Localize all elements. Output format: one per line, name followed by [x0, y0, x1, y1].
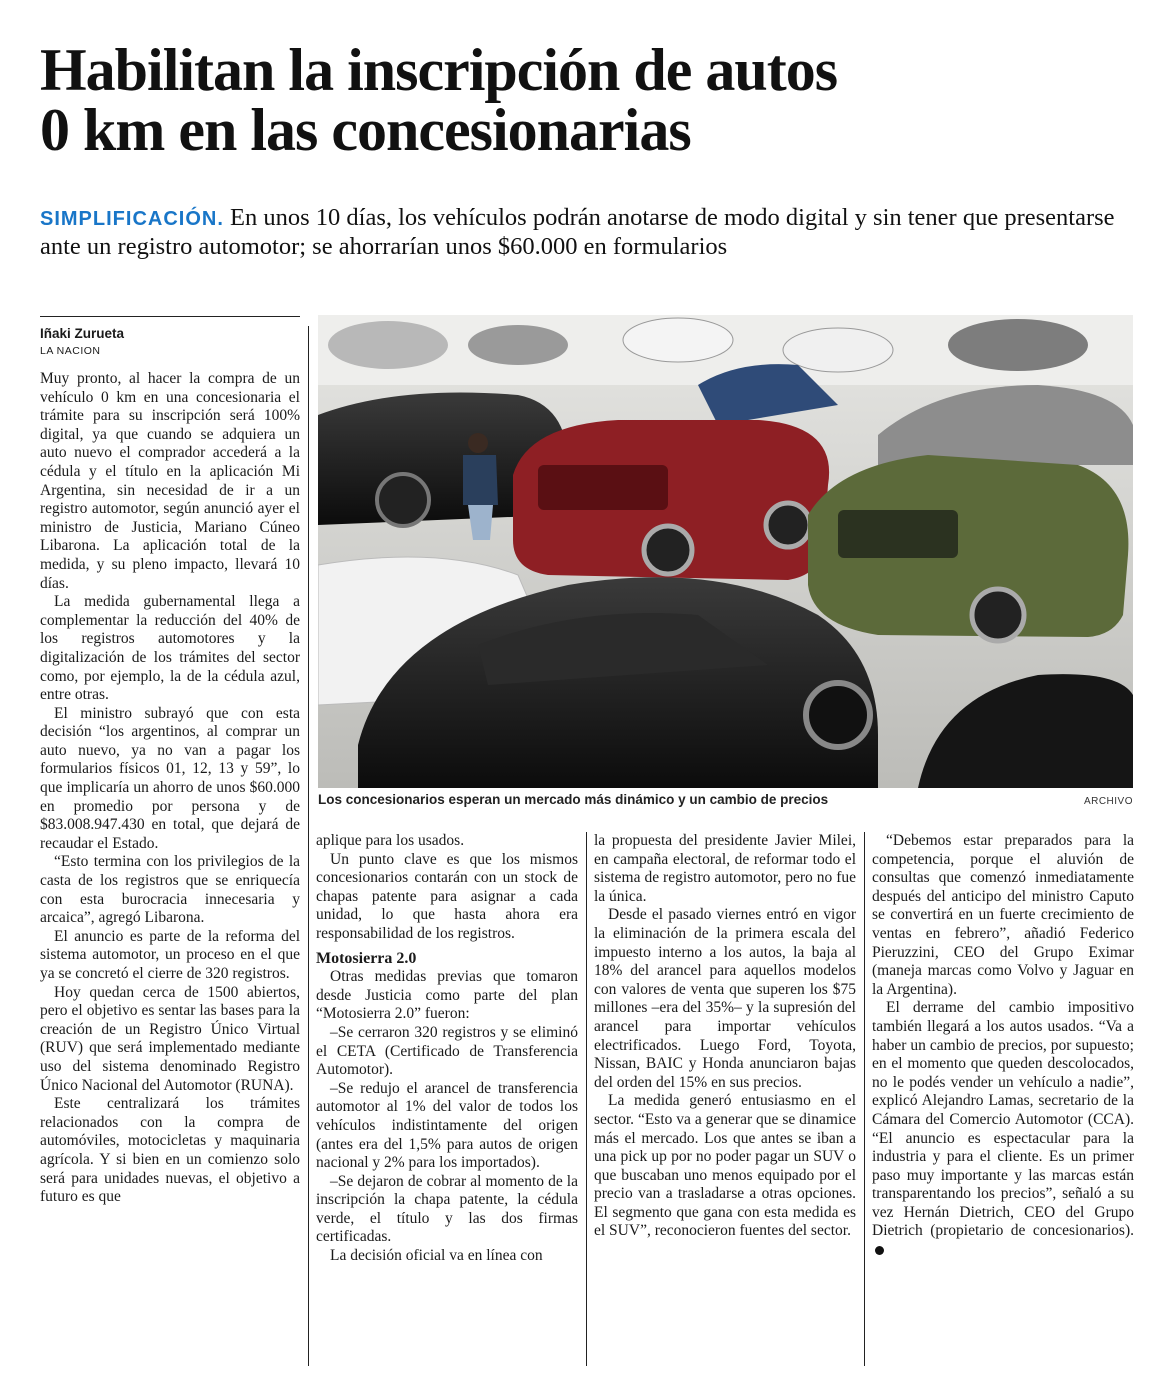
- article-paragraph: Un punto clave es que los mismos concesionarios contarán con un stock de chapas patente para asignar a cada unidad, lo que hasta ahora era responsabilidad de los registros.: [316, 850, 578, 942]
- showroom-illustration: [318, 315, 1133, 788]
- section-subhead: Motosierra 2.0: [316, 949, 417, 967]
- article-paragraph: “Esto termina con los privilegios de la casta de los registros que se enriquecía con esta burocracia innecesaria y arcaica”, agregó Libarona.: [40, 853, 300, 927]
- person-body: [463, 455, 498, 505]
- headline-line-2: 0 km en las concesionarias: [40, 97, 691, 163]
- end-of-article-icon: [875, 1246, 884, 1255]
- article-paragraph: Muy pronto, al hacer la compra de un vehículo 0 km en una concesionaria el trámite para su inscripción será 100% digital, ya que cuando se adquiera un auto nuevo el comprador accederá a la cédula y el título en la aplicación Mi Argentina, sin necesidad de ir a un registro automotor, según anunció ayer el ministro de Justicia, Mariano Cúneo Libarona. La aplicación total de la medida, y su pleno impacto, llevará 10 días.: [40, 370, 300, 592]
- article-paragraph-text: El derrame del cambio impositivo también llegará a los autos usados. “Va a haber un cambio de precios, por supuesto; en el momento que queden descolocados, no le podés vender un vehículo a nadie”, explicó Alejandro Lamas, secretario de la Cámara del Comercio Automotor (CCA). “El anuncio es espectacular para la industria y para el cliente. Es un primer paso muy importante y las marcas están transparentando los precios”, señaló a su vez Hernán Dietrich, CEO del Grupo Dietrich (propietario de concesionarios).: [872, 999, 1134, 1240]
- article-paragraph: –Se dejaron de cobrar al momento de la inscripción la chapa patente, la cédula verde, el título y las dos firmas certificadas.: [316, 1172, 578, 1246]
- byline-source: LA NACION: [40, 345, 101, 357]
- person-head: [468, 433, 488, 453]
- article-paragraph: –Se cerraron 320 registros y se eliminó el CETA (Certificado de Transferencia Automotor).: [316, 1023, 578, 1079]
- photo-caption: Los concesionarios esperan un mercado más dinámico y un cambio de precios: [318, 792, 829, 807]
- headline: [40, 37, 1130, 163]
- article-column-3: [594, 832, 856, 1372]
- bg-car-3: [623, 318, 733, 362]
- byline-author: Iñaki Zurueta: [40, 326, 125, 341]
- column-rule-3: [864, 832, 865, 1366]
- article-paragraph: Otras medidas previas que tomaron desde Justicia como parte del plan “Motosierra 2.0” fueron:: [316, 968, 578, 1023]
- headline-line-1: Habilitan la inscripción de autos: [40, 37, 838, 103]
- bg-car-4: [783, 328, 893, 372]
- article-paragraph: La medida generó entusiasmo en el sector. “Esto va a generar que se dinamice más el mercado. Los que antes se iban a una pick up por no poder pagar un SUV o que buscaban uno menos equipado por el precio van a trasladarse a otras opciones. El segmento que gana con esta medida es el SUV”, reconocieron fuentes del sector.: [594, 1092, 856, 1240]
- column-rule-2: [586, 832, 587, 1366]
- deck: [40, 204, 1130, 261]
- article-column-2: [316, 832, 578, 1372]
- article-paragraph: “Debemos estar preparados para la competencia, porque el aluvión de consultas que comenzó inmediatamente después del anticipo del ministro Caputo se convertirá en un fuerte crecimiento de ventas en febrero”, añadió Federico Pieruzzini, CEO del Grupo Eximar (maneja marcas como Volvo y Jaguar en la Argentina).: [872, 832, 1134, 998]
- deck-text: En unos 10 días, los vehículos podrán anotarse de modo digital y sin tener que presentarse ante un registro automotor; se ahorrarían unos $60.000 en formularios: [40, 204, 1115, 260]
- article-paragraph: [872, 999, 1134, 1259]
- bg-car-5: [948, 319, 1088, 371]
- article-paragraph: la propuesta del presidente Javier Milei, en campaña electoral, de reformar todo el sistema de registro automotor, pero no fue la única.: [594, 832, 856, 905]
- article-column-1: [40, 370, 300, 1370]
- article-paragraph: El anuncio es parte de la reforma del sistema automotor, un proceso en el que ya se concretó el cierre de 320 registros.: [40, 927, 300, 982]
- photo-credit: ARCHIVO: [1083, 796, 1133, 807]
- bg-car-2: [468, 325, 568, 365]
- article-paragraph: Hoy quedan cerca de 1500 abiertos, pero el objetivo es sentar las bases para la creación de un Registro Único Virtual (RUV) que será implementado mediante uso del sistema denominado Registro Único Nacional del Automotor (RUNA).: [40, 983, 300, 1094]
- article-column-4: [872, 832, 1134, 1372]
- article-paragraph: Este centralizará los trámites relacionados con la compra de automóviles, motocicletas y maquinaria agrícola. Y si bien en un comienzo solo será para unidades nuevas, el objetivo a futuro es que: [40, 1095, 300, 1206]
- article-paragraph: La medida gubernamental llega a complementar la reducción del 40% de los registros automotores y la digitalización de los trámites del sector como, por ejemplo, la de la cédula azul, entre otras.: [40, 593, 300, 704]
- deck-kicker: SIMPLIFICACIÓN.: [40, 208, 224, 230]
- showroom-photo: [318, 315, 1133, 788]
- column-rule-1: [308, 326, 309, 1366]
- article-paragraph: aplique para los usados.: [316, 832, 465, 849]
- left-column-top-rule: [40, 316, 300, 317]
- bg-car-1: [328, 321, 448, 369]
- article-paragraph: El ministro subrayó que con esta decisión “los argentinos, al comprar un auto nuevo, ya no van a pagar los formularios físicos 01, 12, 13 y 59”, lo que implicaría un ahorro de unos $60.000 en promedio por persona y de $83.008.947.430 en total, que dejará de recaudar el Estado.: [40, 704, 300, 852]
- article-paragraph: –Se redujo el arancel de transferencia automotor al 1% del valor de todos los vehículos indistintamente del origen (antes era del 1,5% para autos de origen nacional y 2% para los importados).: [316, 1079, 578, 1172]
- article-paragraph: La decisión oficial va en línea con: [330, 1247, 543, 1265]
- article-paragraph: Desde el pasado viernes entró en vigor la eliminación de la primera escala del impuesto interno a los autos, la baja al 18% del arancel para aquellos modelos con valores de venta que superen los $75 millones –era del 35%– y la supresión del arancel para importar vehículos electrificados. Luego Ford, Toyota, Nissan, BAIC y Honda anunciaron bajas del orden del 15% en sus precios.: [594, 906, 856, 1091]
